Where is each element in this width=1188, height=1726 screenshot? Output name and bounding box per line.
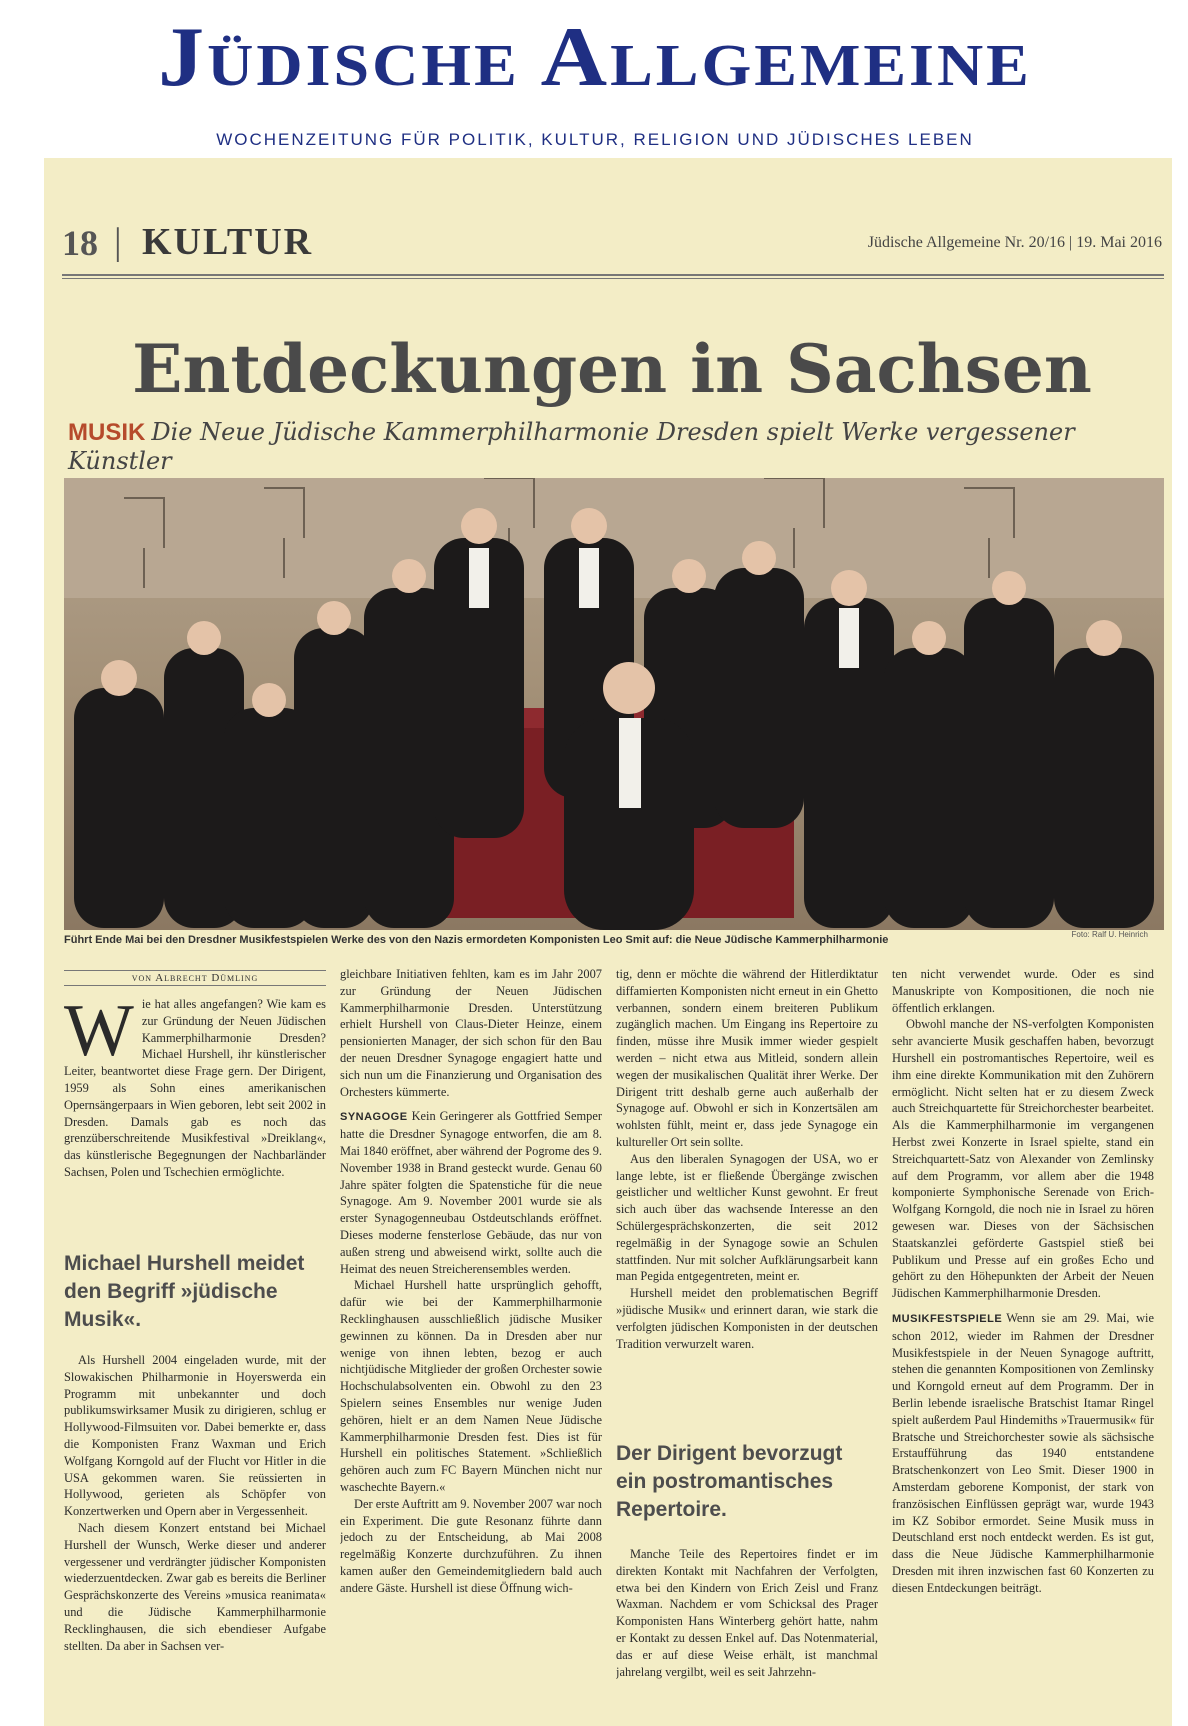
masthead xyxy=(0,0,1188,160)
paragraph: Michael Hurshell hatte ursprünglich gehofft, dafür wie bei der Kammerphilharmonie Recklinghausen ausschließlich jüdische Musiker gewinnen zu können. Da in Dresden aber nur wenige von ihnen lebten, bezog er auch nichtjüdische Mitglieder der großen Orchester sowie Hochschulabsolventen ein. Obwohl zu den 23 Spielern seines Ensembles nur wenige Juden gehören, hielt er an dem Namen Neue Jüdische Kammerphilharmonie Dresden fest. Dies ist für Hurshell ein politisches Statement. »Schließlich gehören auch zum FC Bayern München nicht nur waschechte Bayern.« xyxy=(340,1278,602,1494)
paragraph: gleichbare Initiativen fehlten, kam es im Jahr 2007 zur Gründung der Neuen Jüdischen Kammerphilharmonie Dresden. Unterstützung erhielt Hurshell von Claus-Dieter Heinze, einem pensionierten Manager, der sich schon für den Bau der neuen Dresdner Synagoge engagiert hatte und sich nun um die Finanzierung und Organisation des Orchesters kümmerte. xyxy=(340,967,602,1099)
photo-caption: Führt Ende Mai bei den Dresdner Musikfestspielen Werke des von den Nazis ermordeten Komponisten Leo Smit auf: die Neue Jüdische Kammerphilharmonie xyxy=(64,934,889,946)
article-headline: Entdeckungen in Sachsen xyxy=(132,330,1092,408)
deck-text: Die Neue Jüdische Kammerphilharmonie Dresden spielt Werke vergessener Künstler xyxy=(68,418,1075,475)
paragraph: Nach diesem Konzert entstand bei Michael Hurshell der Wunsch, Werke dieser und anderer vergessener und verdrängter jüdischer Komponisten wiederzuentdecken. Zwar gab es bereits die Berliner Gesprächskonzerte des Vereins »musica reanimata« und die Jüdische Kammerphilharmonie Recklinghausen, die sich ebendieser Aufgabe stellten. Da aber in Sachsen ver- xyxy=(64,1520,326,1653)
article-deck xyxy=(68,418,1168,475)
column-2 xyxy=(340,966,602,1711)
section-header xyxy=(62,216,1162,264)
subhead-synagoge: SYNAGOGE xyxy=(340,1111,408,1124)
paragraph: Manche Teile des Repertoires findet er im direkten Kontakt mit Nachfahren der Verfolgten, etwa bei den Kindern von Erich Zeisl und Franz Waxman. Nachdem er vom Schicksal des Prager Komponisten Hans Winterberg gehört hatte, nahm er Kontakt zu dessen Enkel auf. Das Notenmaterial, das er auf diese Weise erhält, ist manchmal jahrelang vergilbt, weil es seit Jahrzehn- xyxy=(616,1547,878,1679)
paragraph: ie hat alles angefangen? Wie kam es zur Gründung der Neuen Jüdischen Kammerphilharmonie Dresden? Michael Hurshell, ihr künstlerischer Leiter, beantwortet diese Frage gern. Der Dirigent, 1959 als Sohn eines amerikanischen Opernsängerpaars in Wien geboren, lebt seit 2002 in Dresden. Damals gab es noch das grenzüberschreitende Musikfestival »Dreiklang«, das künstlerische Begegnungen der Nachbarländer Sachsen, Polen und Tschechien ermöglichte. xyxy=(64,997,326,1179)
pull-quote-1: Michael Hurshell meidet den Begriff »jüdische Musik«. xyxy=(64,1252,305,1331)
page-number: 18 xyxy=(62,223,98,263)
paragraph-synagoge xyxy=(340,1108,602,1277)
masthead-title: Jüdische Allgemeine xyxy=(158,9,1032,104)
column-3-top xyxy=(616,966,878,1414)
masthead-subtitle: WOCHENZEITUNG FÜR POLITIK, KULTUR, RELIGION UND JÜDISCHES LEBEN xyxy=(216,130,974,149)
paragraph-text: Wenn sie am 29. Mai, wie schon 2012, wieder im Rahmen der Dresdner Musikfestspiele in der Neuen Synagoge auftritt, stehen die genannten Kompositionen von Zemlinsky und Korngold erneut auf dem Programm. Der in Berlin lebende israelische Bratschist Itamar Ringel spielt außerdem Paul Hindemiths »Trauermusik« für Bratsche und Streichorchester sowie als sächsische Erstaufführung das 1940 entstandene Bratschenkonzert von Leo Smit. Dieser 1900 in Amsterdam geborene Komponist, der stark von französischen Einflüssen geprägt war, wurde 1943 im KZ Sobibor ermordet. Seine Musik muss in Deutschland erst noch entdeckt werden. Es ist gut, dass die Neue Jüdische Kammerphilharmonie Dresden mit ihren inzwischen fast 60 Konzerten zu diesen Entdeckungen beiträgt. xyxy=(892,1310,1154,1595)
column-1-intro xyxy=(64,996,326,1196)
paragraph: ten nicht verwendet wurde. Oder es sind Manuskripte von Kompositionen, die noch nie öffentlich erklangen. xyxy=(892,967,1154,1015)
column-1-body xyxy=(64,1352,326,1710)
column-4 xyxy=(892,966,1154,1711)
section-separator: | xyxy=(114,221,122,263)
paragraph: Aus den liberalen Synagogen der USA, wo er lange lebte, ist er fließende Übergänge zwischen geistlicher und weltlicher Kunst gewohnt. Er freut sich auch über das wachsende Interesse an den Schülergesprächskonzerten, die seit 2012 regelmäßig in der Synagoge sowie an Schulen stattfinden. Nur mit solcher Aufklärungsarbeit kann man Pegida entgegentreten, meint er. xyxy=(616,1151,878,1284)
orchestra-photo xyxy=(64,478,1164,930)
section-rule xyxy=(62,274,1164,276)
deck-kicker: MUSIK xyxy=(68,419,146,446)
paragraph: tig, denn er möchte die während der Hitlerdiktatur diffamierten Komponisten nicht erneut in ein Ghetto verbannen, sondern einem breiteren Publikum zugänglich machen. Um Eingang ins Repertoire zu finden, müsse ihre Musik immer wieder gespielt werden – nicht etwa aus Mitleid, sondern allein wegen der musikalischen Qualität ihrer Werke. Der Dirigent tritt deshalb gerne auch außerhalb der Synagoge auf. Obwohl er sich in Konzertsälen am wohlsten fühlt, meint er, dass jede Synagoge ein kultureller Ort sein sollte. xyxy=(616,967,878,1149)
photo-credit: Foto: Ralf U. Heinrich xyxy=(1071,930,1148,939)
paragraph: Der erste Auftritt am 9. November 2007 war noch ein Experiment. Die gute Resonanz führte dann jedoch zu der Entscheidung, ab Mai 2008 regelmäßig Konzerte durchzuführen. Zu ihnen kamen außer den Gemeindemitgliedern bald auch andere Gäste. Hurshell ist diese Öffnung wich- xyxy=(340,1496,602,1595)
paragraph: Obwohl manche der NS-verfolgten Komponisten sehr avancierte Musik geschaffen haben, bevorzugt Hurshell ein postromantisches Repertoire, weil es ihm eine direkte Kommunikation mit den Zuhörern ermöglicht. Nicht selten hat er zu diesem Zweck auch Streichquartette für Streichorchester bearbeitet. Als die Kammerphilharmonie im vergangenen Herbst zwei Konzerte in Israel spielte, stand ein Streichquartett-Satz von Alexander von Zemlinsky auf dem Programm, vor allem aber die 1948 komponierte Symphonische Serenade von Erich-Wolfgang Korngold, die noch nie in Israel zu hören gewesen war. Dieses von der Sächsischen Staatskanzlei geförderte Gastspiel stieß bei Publikum und Presse auf ein großes Echo und gehört zu den Höhepunkten der Arbeit der Neuen Jüdischen Kammerphilharmonie Dresden. xyxy=(892,1017,1154,1301)
byline: von Albrecht Dümling xyxy=(64,970,326,986)
section-rule-thin xyxy=(62,278,1164,279)
paragraph-text: Kein Geringerer als Gottfried Semper hatte die Dresdner Synagoge entworfen, die am 8. Mai 1840 eröffnet, aber während der Pogrome des 9. November 1938 in Brand gesteckt wurde. Genau 60 Jahre später folgten die Spatenstiche für die neue Synagoge. Am 9. November 2001 wurde sie als erster Synagogenneubau Ostdeutschlands eröffnet. Dieses moderne fensterlose Gebäude, das nur von außen streng und abweisend wirkt, sollte auch die Heimat des neuen Streicherensembles werden. xyxy=(340,1109,602,1276)
column-3-body xyxy=(616,1546,878,1710)
paragraph: Als Hurshell 2004 eingeladen wurde, mit der Slowakischen Philharmonie in Hoyerswerda ein Programm mit unbekannter und doch publikumswirksamer Musik zu dirigieren, schlug er Hollywood-Filmsuiten vor. Dabei bemerkte er, dass die Komponisten Franz Waxman und Erich Wolfgang Korngold auf der Flucht vor Hitler in die USA gekommen waren. Sie reüssierten in Hollywood, gerieten als Schöpfer von Konzertwerken und Opern aber in Vergessenheit. xyxy=(64,1353,326,1519)
dropcap: W xyxy=(64,996,134,1072)
subhead-musikfestspiele: MUSIKFESTSPIELE xyxy=(892,1312,1003,1325)
paragraph: Hurshell meidet den problematischen Begriff »jüdische Musik« und erinnert daran, wie stark die verfolgten jüdischen Komponisten in der deutschen Tradition verwurzelt waren. xyxy=(616,1286,878,1351)
pull-quote-2: Der Dirigent bevorzugt ein postromantisches Repertoire. xyxy=(616,1442,843,1521)
orchestra-photo-illustration xyxy=(64,478,1164,930)
paragraph-musikfestspiele xyxy=(892,1310,1154,1597)
issue-info: Jüdische Allgemeine Nr. 20/16 | 19. Mai 2016 xyxy=(867,234,1162,251)
section-name: KULTUR xyxy=(142,221,314,263)
